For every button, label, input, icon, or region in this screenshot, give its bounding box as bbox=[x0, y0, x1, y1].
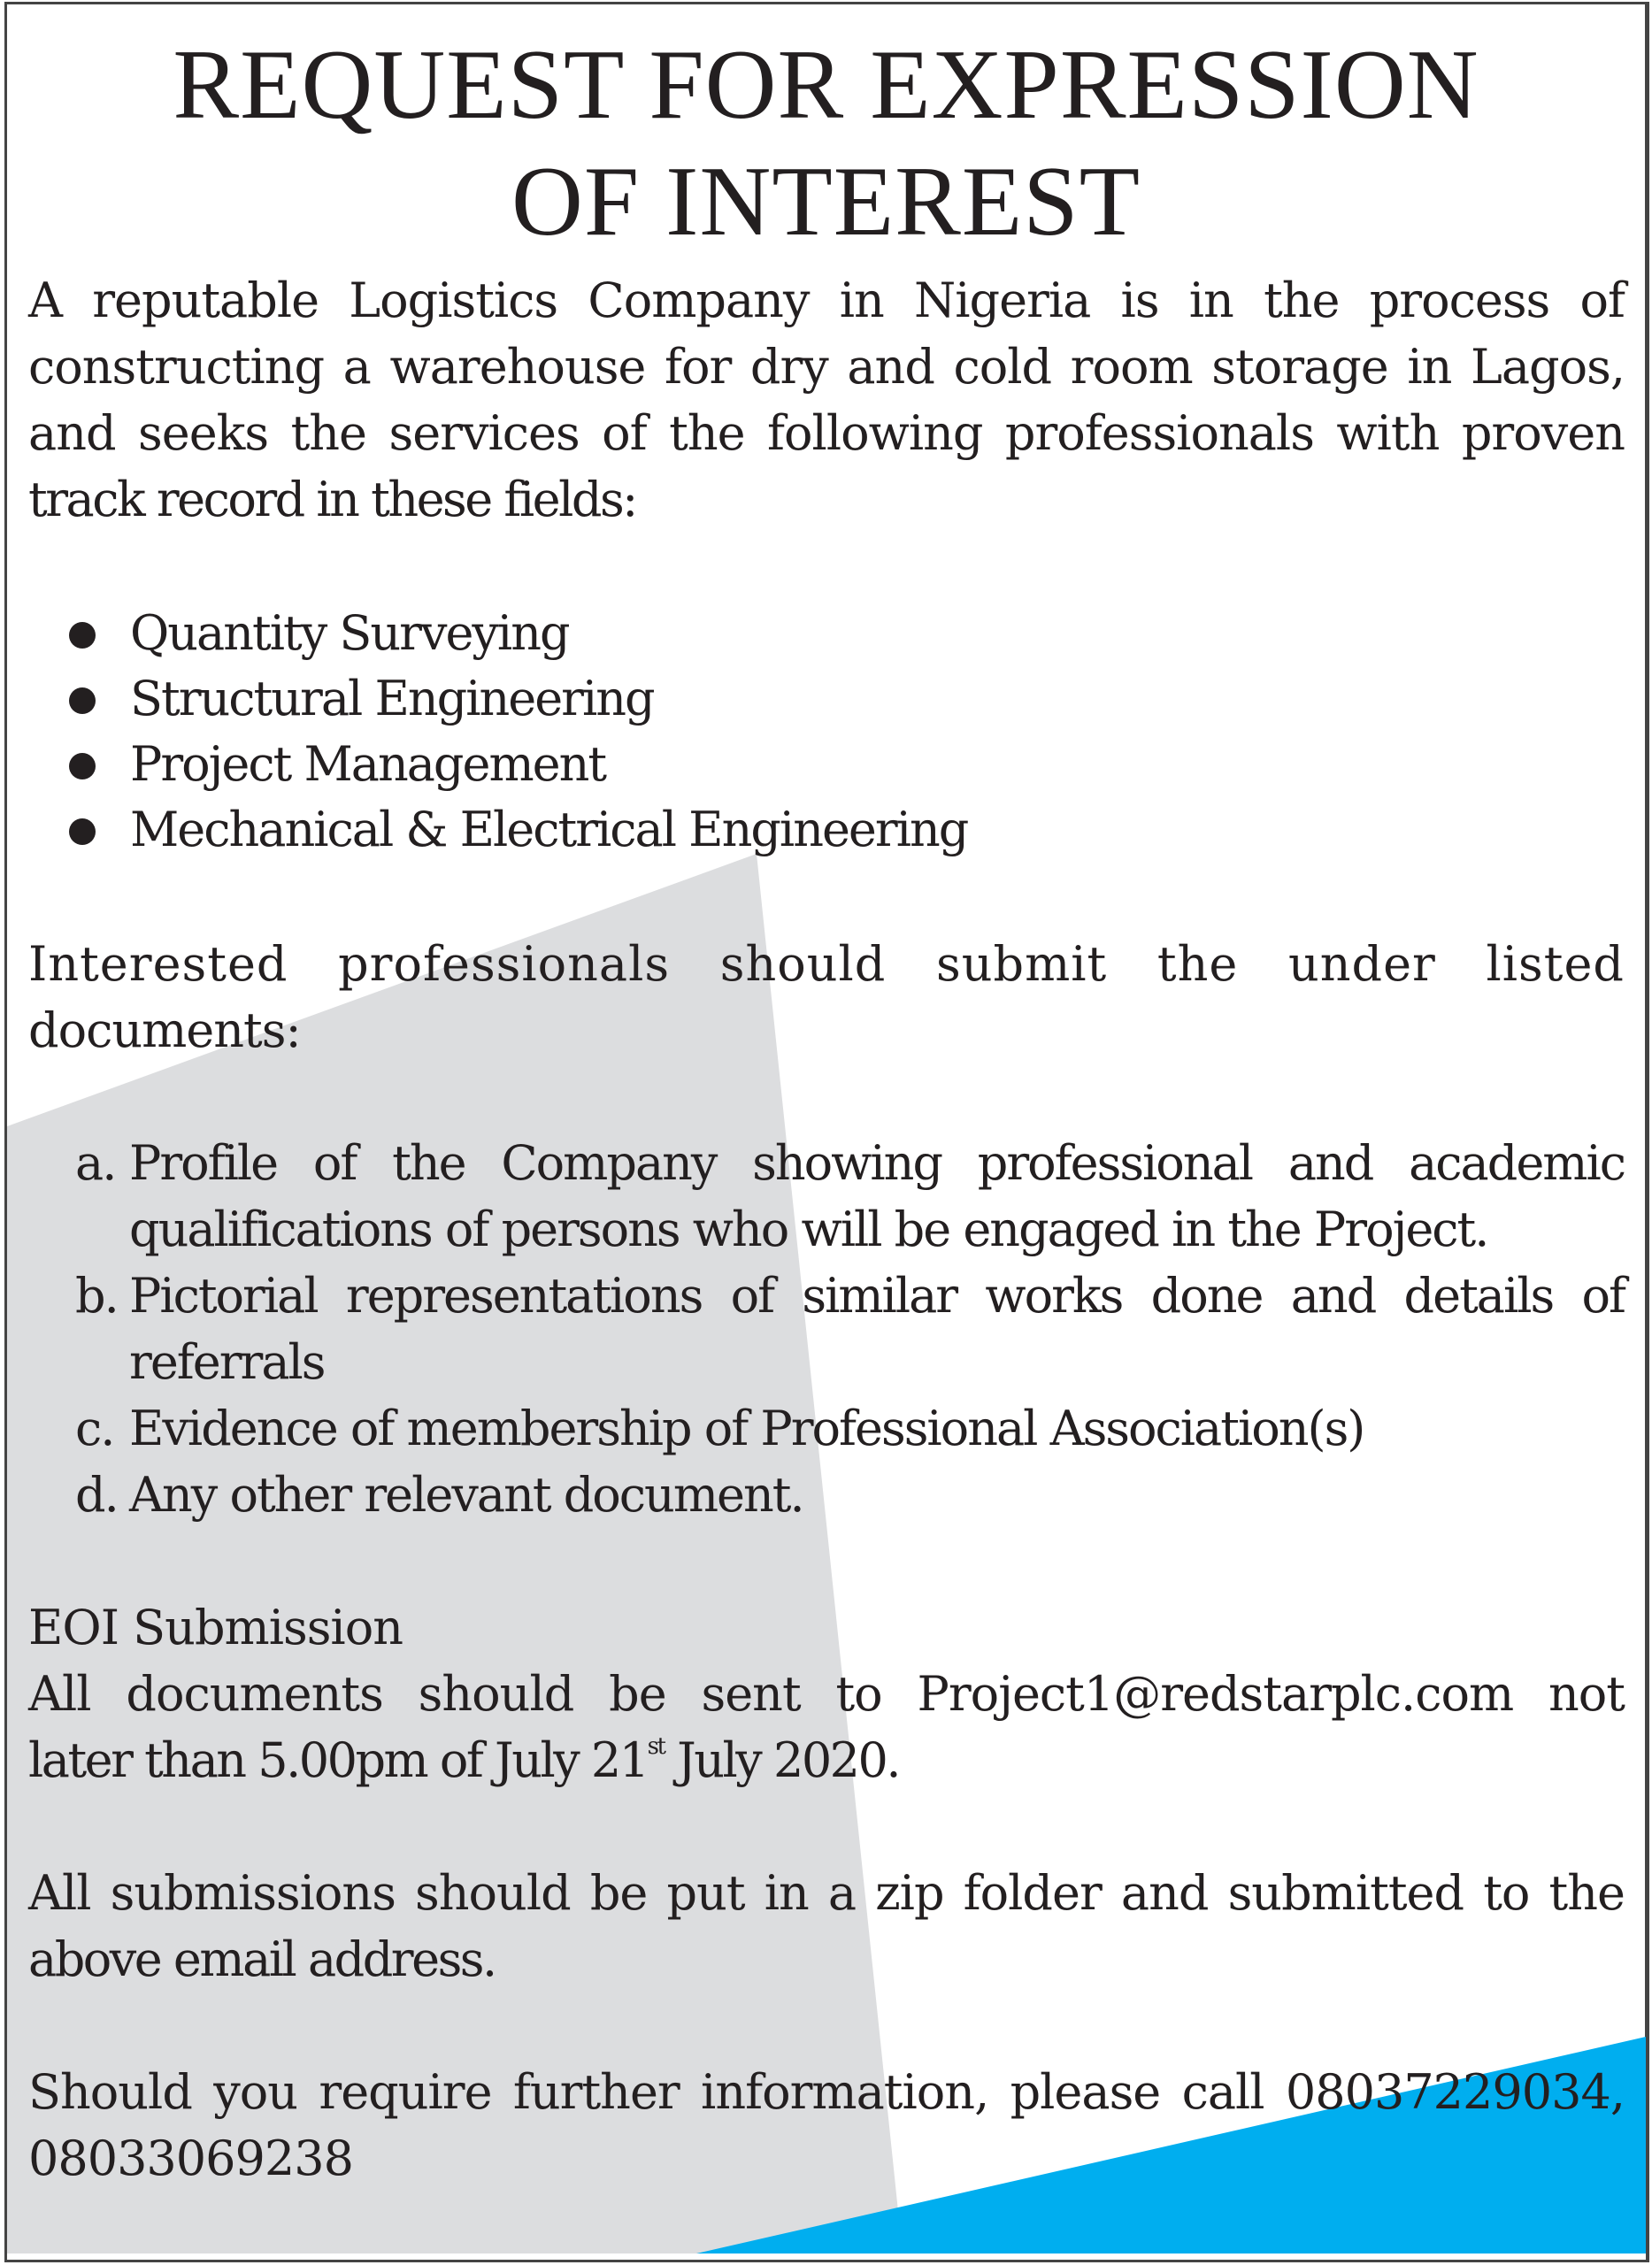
document-item-text: Pictorial representations of similar works done and details of bbox=[129, 1268, 1625, 1324]
deadline-text-end: July 2020. bbox=[664, 1732, 900, 1788]
bullet-icon bbox=[69, 753, 96, 779]
intro-line: constructing a warehouse for dry and cold room storage in Lagos, bbox=[28, 339, 1625, 395]
page-title-line-1: REQUEST FOR EXPRESSION bbox=[173, 30, 1479, 140]
field-label: Quantity Surveying bbox=[130, 605, 569, 661]
ordinal-suffix: st bbox=[647, 1733, 665, 1760]
document-item-label: c. bbox=[75, 1401, 114, 1456]
field-label: Mechanical & Electrical Engineering bbox=[130, 802, 968, 857]
intro-line: track record in these fields: bbox=[28, 472, 636, 527]
deadline-text: later than 5.00pm of July 21 bbox=[28, 1732, 648, 1788]
document-item-label: b. bbox=[75, 1268, 118, 1324]
document-item-text: Profile of the Company showing professional and academic bbox=[129, 1135, 1625, 1191]
submission-line: All documents should be sent to Project1@redstarplc.com not bbox=[28, 1666, 1625, 1722]
bullet-icon bbox=[69, 622, 96, 649]
submission-deadline-line bbox=[28, 1734, 1625, 1787]
page-title-line-2: OF INTEREST bbox=[511, 147, 1141, 257]
document-item-label: a. bbox=[75, 1135, 116, 1191]
field-label: Structural Engineering bbox=[130, 671, 654, 726]
document-item-text: qualifications of persons who will be engaged in the Project. bbox=[129, 1202, 1488, 1257]
document-item-text: Evidence of membership of Professional Association(s) bbox=[129, 1401, 1364, 1456]
intro-line: and seeks the services of the following professionals with proven bbox=[28, 405, 1625, 461]
documents-intro-line: documents: bbox=[28, 1002, 301, 1058]
zip-note-line: All submissions should be put in a zip folder and submitted to the bbox=[28, 1865, 1625, 1921]
bullet-icon bbox=[69, 687, 96, 714]
bullet-icon bbox=[69, 818, 96, 845]
submission-heading: EOI Submission bbox=[28, 1600, 403, 1655]
contact-phone-line: 08033069238 bbox=[28, 2131, 353, 2186]
field-label: Project Management bbox=[130, 736, 606, 792]
document-item-text: Any other relevant document. bbox=[129, 1467, 803, 1523]
document-item-label: d. bbox=[75, 1467, 118, 1523]
contact-line: Should you require further information, please call 08037229034, bbox=[28, 2064, 1625, 2120]
intro-line: A reputable Logistics Company in Nigeria is in the process of bbox=[28, 273, 1625, 328]
zip-note-line: above email address. bbox=[28, 1931, 496, 1987]
document-item-text: referrals bbox=[129, 1334, 325, 1390]
documents-intro-line: Interested professionals should submit the under listed bbox=[28, 936, 1625, 992]
